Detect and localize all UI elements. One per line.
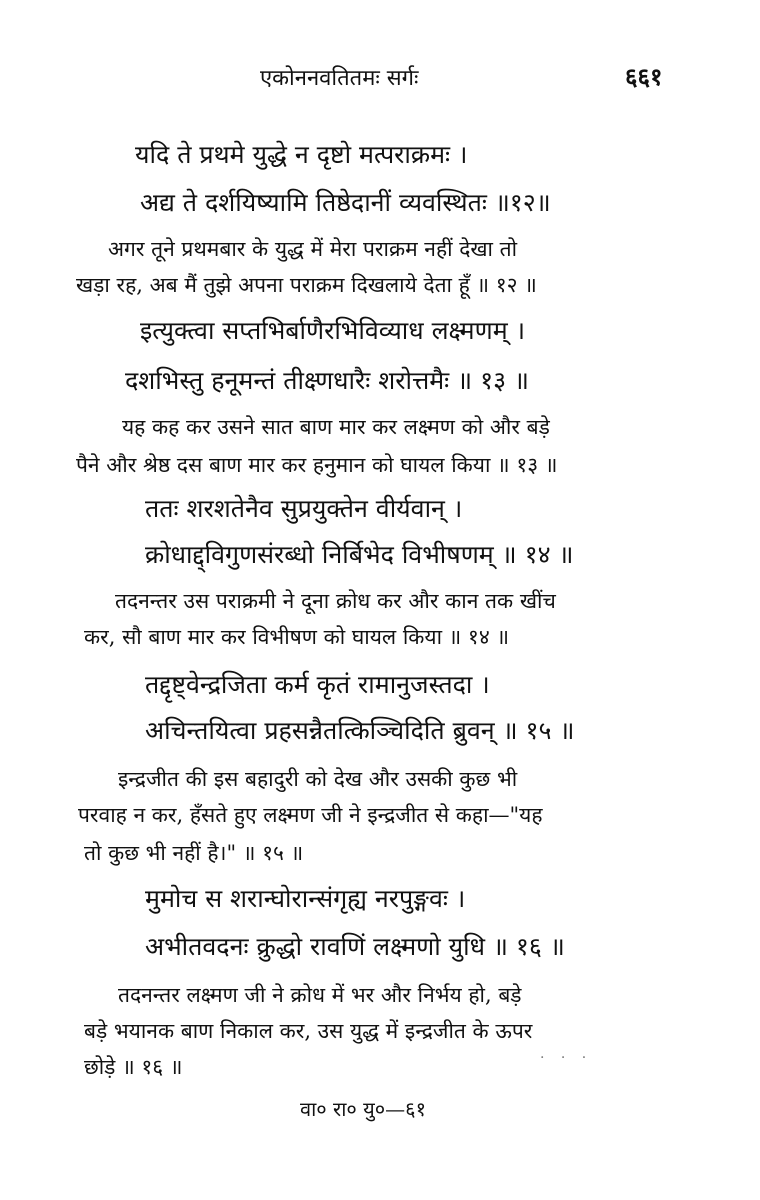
verse-16-line-2: अभीतवदनः क्रुद्धो रावणिं लक्ष्मणो युधि ॥ १६ ॥ [145, 932, 565, 961]
translation-15-line-3: तो कुछ भी नहीं है।" ॥ १५ ॥ [84, 841, 304, 865]
translation-16-line-3: छोड़े ॥ १६ ॥ [84, 1055, 183, 1079]
page-footer-signature: वा० रा० यु०—६१ [300, 1097, 426, 1121]
translation-14-line-2: कर, सौ बाण मार कर विभीषण को घायल किया ॥ १४ ॥ [84, 625, 510, 649]
translation-13-line-2: पैने और श्रेष्ठ दस बाण मार कर हनुमान को घायल किया ॥ १३ ॥ [76, 453, 558, 477]
scan-specks: · · · [540, 1050, 593, 1066]
verse-12-line-2: अद्य ते दर्शयिष्यामि तिष्ठेदानीं व्यवस्थितः ॥१२॥ [140, 188, 551, 217]
verse-15-line-1: तद्दृष्ट्वेन्द्रजिता कर्म कृतं रामानुजस्तदा । [145, 670, 490, 699]
translation-12-line-1: अगर तूने प्रथमबार के युद्ध में मेरा पराक्रम नहीं देखा तो [108, 237, 518, 261]
verse-15-line-2: अचिन्तयित्वा प्रहसन्नैतत्किञ्चिदिति ब्रुवन् ॥ १५ ॥ [145, 716, 575, 745]
verse-13-line-1: इत्युक्त्वा सप्तभिर्बाणैरभिविव्याध लक्ष्मणम् । [140, 316, 526, 345]
translation-13-line-1: यह कह कर उसने सात बाण मार कर लक्ष्मण को और बड़े [122, 415, 550, 439]
verse-13-line-2: दशभिस्तु हनूमन्तं तीक्ष्णधारैः शरोत्तमैः ॥ १३ ॥ [125, 366, 530, 395]
translation-12-line-2: खड़ा रह, अब मैं तुझे अपना पराक्रम दिखलाये देता हूँ ॥ १२ ॥ [76, 273, 537, 297]
translation-14-line-1: तदनन्तर उस पराक्रमी ने दूना क्रोध कर और कान तक खींच [115, 589, 556, 613]
verse-14-line-2: क्रोधाद्द्विगुणसंरब्धो निर्बिभेद विभीषणम् ॥ १४ ॥ [145, 540, 574, 569]
page-number: ६६१ [625, 62, 663, 91]
translation-16-line-1: तदनन्तर लक्ष्मण जी ने क्रोध में भर और निर्भय हो, बड़े [118, 983, 522, 1007]
verse-12-line-1: यदि ते प्रथमे युद्धे न दृष्टो मत्पराक्रमः । [135, 140, 468, 169]
chapter-title: एकोननवतितमः सर्गः [260, 66, 419, 91]
verse-14-line-1: ततः शरशतेनैव सुप्रयुक्तेन वीर्यवान् । [145, 494, 463, 523]
translation-16-line-2: बड़े भयानक बाण निकाल कर, उस युद्ध में इन्द्रजीत के ऊपर [84, 1019, 533, 1043]
translation-15-line-2: परवाह न कर, हँसते हुए लक्ष्मण जी ने इन्द्रजीत से कहा—"यह [78, 803, 543, 827]
translation-15-line-1: इन्द्रजीत की इस बहादुरी को देख और उसकी कुछ भी [118, 767, 518, 791]
verse-16-line-1: मुमोच स शरान्घोरान्संगृह्य नरपुङ्गवः । [145, 884, 466, 913]
